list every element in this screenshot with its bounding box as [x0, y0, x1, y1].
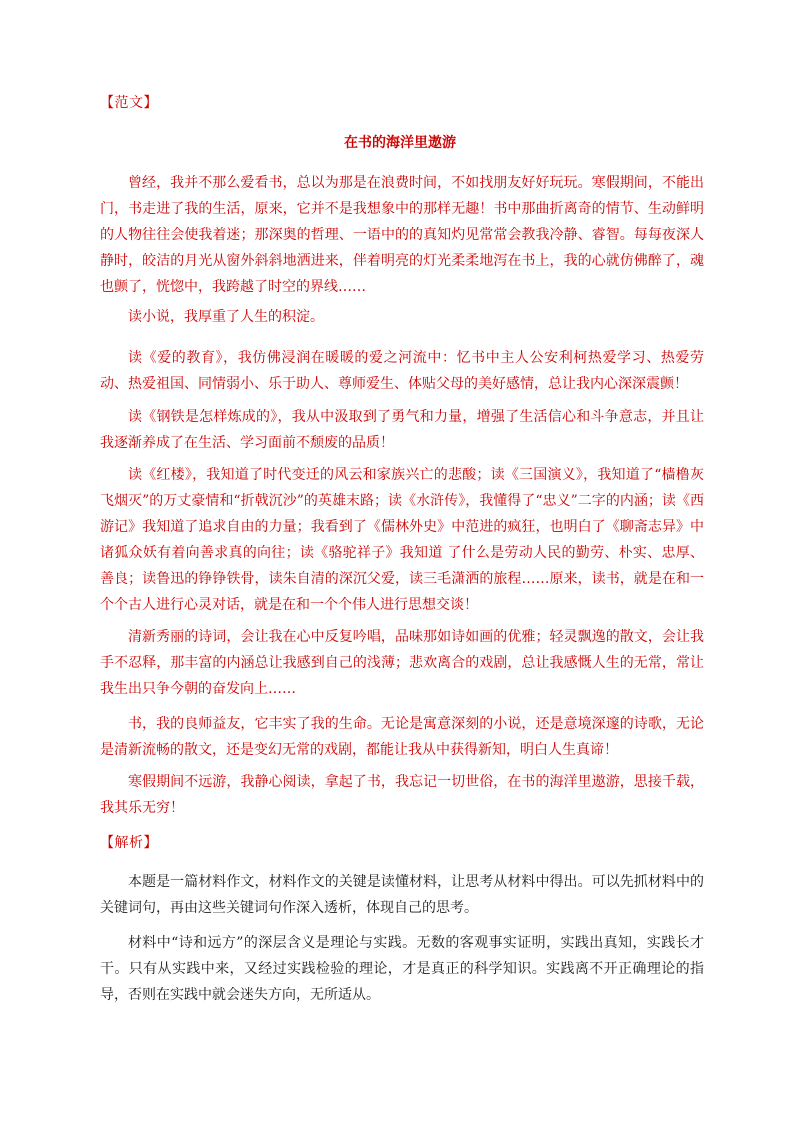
- essay-paragraph: 读《钢铁是怎样炼成的》，我从中汲取到了勇气和力量，增强了生活信心和斗争意志，并且让我逐渐养成了在生活、学习面前不颓废的品质！: [100, 409, 704, 451]
- essay-paragraph: 清新秀丽的诗词，会让我在心中反复吟唱，品味那如诗如画的优雅；轻灵飘逸的散文，会让我手不忍释，那丰富的内涵总让我感到自己的浅薄；悲欢离合的戏剧，总让我感慨人生的无常，常让我生出只争今朝的奋发向上……: [100, 629, 704, 697]
- essay-paragraph: 书，我的良师益友，它丰实了我的生命。无论是寓意深刻的小说，还是意境深邃的诗歌，无论是清新流畅的散文，还是变幻无常的戏剧，都能让我从中获得新知，明白人生真谛！: [100, 716, 704, 758]
- essay-paragraph: 寒假期间不远游，我静心阅读，拿起了书，我忘记一切世俗，在书的海洋里遨游，思接千载，我其乐无穷！: [100, 774, 704, 816]
- essay-paragraph: 读《爱的教育》，我仿佛浸润在暖暖的爱之河流中：忆书中主人公安利柯热爱学习、热爱劳动、热爱祖国、同情弱小、乐于助人、尊师爱生、体贴父母的美好感情，总让我内心深深震颤！: [100, 350, 704, 392]
- essay-title: 在书的海洋里遨游: [344, 135, 456, 151]
- model-essay-label: 【范文】: [100, 95, 158, 111]
- essay-paragraph: 读《红楼》，我知道了时代变迁的风云和家族兴亡的悲酸；读《三国演义》，我知道了“樯橹灰飞烟灭”的万丈豪情和“折戟沉沙”的英雄末路；读《水浒传》，我懂得了“忠义”二字的内涵；读《西游记》我知道了追求自由的力量；我看到了《儒林外史》中范进的疯狂，也明白了《聊斋志异》中诸狐众妖有着向善求真的向往；读《骆驼祥子》我知道 了什么是劳动人民的勤劳、朴实、忠厚、善良；读鲁迅的铮铮铁骨，读朱自清的深沉父爱，读三毛潇洒的旅程……原来，读书，就是在和一个个古人进行心灵对话，就是在和一个个伟人进行思想交谈！: [100, 467, 704, 613]
- analysis-paragraph: 材料中“诗和远方”的深层含义是理论与实践。无数的客观事实证明，实践出真知，实践长才干。只有从实践中来，又经过实践检验的理论，才是真正的科学知识。实践离不开正确理论的指导，否则在实践中就会迷失方向，无所适从。: [100, 935, 704, 1003]
- analysis-paragraph: 本题是一篇材料作文，材料作文的关键是读懂材料，让思考从材料中得出。可以先抓材料中的关键词句，再由这些关键词句作深入透析，体现自己的思考。: [100, 874, 704, 916]
- essay-paragraph: 读小说，我厚重了人生的积淀。: [128, 309, 324, 325]
- essay-paragraph: 曾经，我并不那么爱看书，总以为那是在浪费时间，不如找朋友好好玩玩。寒假期间，不能出门，书走进了我的生活，原来，它并不是我想象中的那样无趣！书中那曲折离奇的情节、生动鲜明的人物往往会使我着迷；那深奥的哲理、一语中的的真知灼见常常会教我冷静、睿智。每每夜深人静时，皎洁的月光从窗外斜斜地洒进来，伴着明亮的灯光柔柔地泻在书上，我的心就仿佛醉了，魂也颤了，恍惚中，我跨越了时空的界线……: [100, 175, 704, 295]
- analysis-label: 【解析】: [100, 835, 158, 851]
